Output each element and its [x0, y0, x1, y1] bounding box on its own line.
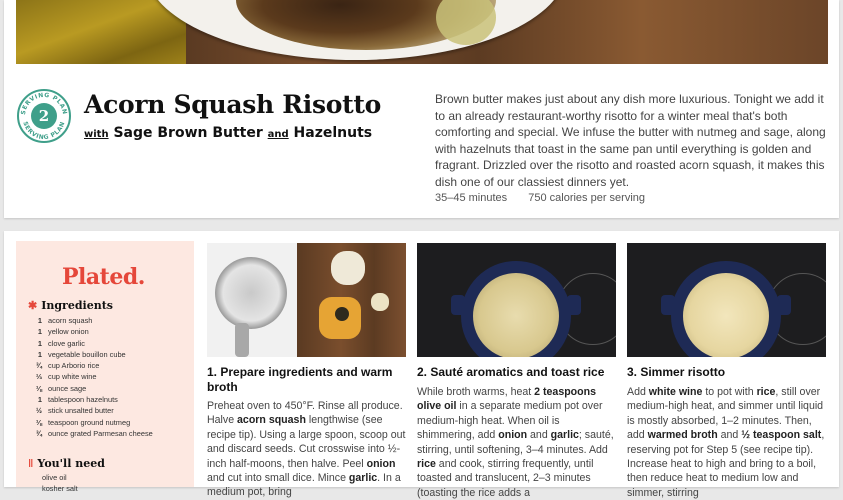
ingredient-qty: ⅛: [35, 417, 42, 427]
list-item: olive oil: [42, 473, 67, 482]
badge-number: 2: [38, 107, 50, 125]
ingredient-name: vegetable bouillon cube: [48, 349, 126, 359]
list-item: [28, 349, 193, 360]
diced-onion: [331, 251, 365, 285]
simmering-risotto: [683, 273, 769, 357]
plated-logo: Plated.: [62, 264, 145, 290]
ingredient-qty: 1: [37, 395, 42, 405]
list-item: [28, 326, 193, 337]
toasted-rice: [473, 273, 559, 357]
list-item: [28, 338, 193, 349]
utensils-icon: ǁ: [28, 457, 34, 470]
list-item: [28, 394, 193, 405]
subtitle-part1: Sage Brown Butter: [113, 125, 263, 141]
step-3-title: 3. Simmer risotto: [627, 365, 726, 379]
ingredient-name: ounce grated Parmesan cheese: [48, 428, 153, 438]
recipe-meta: [435, 192, 663, 204]
ingredient-name: yellow onion: [48, 327, 89, 337]
list-item: [28, 360, 193, 371]
ingredient-qty: ⅓: [35, 372, 42, 382]
recipe-time: 35–45 minutes: [435, 192, 508, 204]
ingredient-name: cup Arborio rice: [48, 361, 100, 371]
pot-handle: [235, 323, 249, 357]
you-need-heading-label: You'll need: [37, 457, 105, 470]
ingredients-heading-label: Ingredients: [41, 299, 113, 312]
list-item: [28, 405, 193, 416]
ingredient-qty: ¾: [35, 428, 42, 438]
recipe-header-card: [4, 0, 839, 218]
list-item: [28, 417, 193, 428]
step-2-title: 2. Sauté aromatics and toast rice: [417, 365, 605, 379]
recipe-description: Brown butter makes just about any dish more luxurious. Tonight we add it to an already restaurant-worthy risotto for a winter meal that's both comforting and special. We infuse the butter with nutmeg and sage, along with hazelnuts that toast in the same pan until everything is golden and fragrant. Drizzled over the risotto and roasted acorn squash, it makes this dish one of our classiest dinners yet.: [435, 92, 826, 189]
list-item: [28, 383, 193, 394]
subtitle-with: with: [84, 129, 109, 140]
list-item: [28, 315, 193, 326]
ingredient-qty: 1: [37, 349, 42, 359]
recipe-steps-card: [4, 231, 839, 499]
carrot-icon: ✱: [28, 299, 38, 312]
list-item: [28, 428, 193, 439]
step-2-photo: [417, 243, 616, 357]
ingredient-name: tablespoon hazelnuts: [48, 395, 118, 405]
minced-garlic: [371, 293, 389, 311]
list-item: kosher salt: [42, 484, 78, 494]
ingredient-name: teaspoon ground nutmeg: [48, 417, 131, 427]
step-1-title: 1. Prepare ingredients and warm broth: [207, 365, 393, 394]
you-need-list: [42, 472, 78, 495]
badge-text-top: SERVING PLAN: [19, 91, 69, 116]
squash-seed: [335, 307, 349, 321]
serving-plan-badge: [16, 88, 72, 144]
badge-text-bottom: SERVING PLAN: [21, 120, 67, 142]
hero-image: [16, 0, 828, 64]
step-3-body: Add white wine to pot with rice, still over medium-high heat, and simmer until liquid is mostly absorbed, 1–2 minutes. Then, add warmed broth and ½ teaspoon salt, reserving pot for Step 5 (see recipe tip). Increase heat to high and bring to a boil, then reduce heat to medium low and simmer, stirring: [627, 386, 825, 499]
recipe-subtitle: [84, 125, 372, 141]
ingredient-name: cup white wine: [48, 372, 97, 382]
ingredient-qty: 1: [37, 338, 42, 348]
step-1-body: Preheat oven to 450°F. Rinse all produce. Halve acorn squash lengthwise (see recipe tip). Using a large spoon, scoop out and discard seeds. Cut crosswise into ½-inch half-moons, then halve. Peel onion and cut into small dice. Mince garlic. In a medium pot, bring: [207, 400, 406, 499]
ingredients-list: [28, 315, 193, 439]
ingredient-name: acorn squash: [48, 316, 93, 325]
step-2-body: While broth warms, heat 2 teaspoons olive oil in a separate medium pot over medium-high heat. When oil is shimmering, add onion and garlic; sauté, stirring, until softening, 3–4 minutes. Add rice and cook, stirring frequently, until toasted and translucent, 2–3 minutes (toasting the rice adds a: [417, 386, 614, 499]
list-item: [28, 371, 193, 382]
ingredient-qty: ½: [35, 406, 42, 416]
ingredient-qty: ¾: [35, 361, 42, 371]
ingredient-qty: ⅛: [35, 383, 42, 393]
recipe-calories: 750 calories per serving: [528, 192, 646, 204]
ingredient-qty: 1: [37, 316, 42, 325]
ingredients-sidebar: [16, 241, 194, 494]
pot-image: [215, 257, 287, 329]
recipe-title: Acorn Squash Risotto: [84, 90, 382, 119]
ingredient-qty: 1: [37, 327, 42, 337]
ingredient-name: ounce sage: [48, 383, 87, 393]
subtitle-and: and: [267, 129, 289, 140]
ingredient-name: stick unsalted butter: [48, 406, 114, 416]
step-1-photo: [207, 243, 406, 357]
ingredients-heading: [28, 299, 113, 312]
subtitle-part2: Hazelnuts: [293, 125, 373, 141]
step-3-photo: [627, 243, 826, 357]
ingredient-name: clove garlic: [48, 338, 85, 348]
you-need-heading: [28, 457, 105, 470]
